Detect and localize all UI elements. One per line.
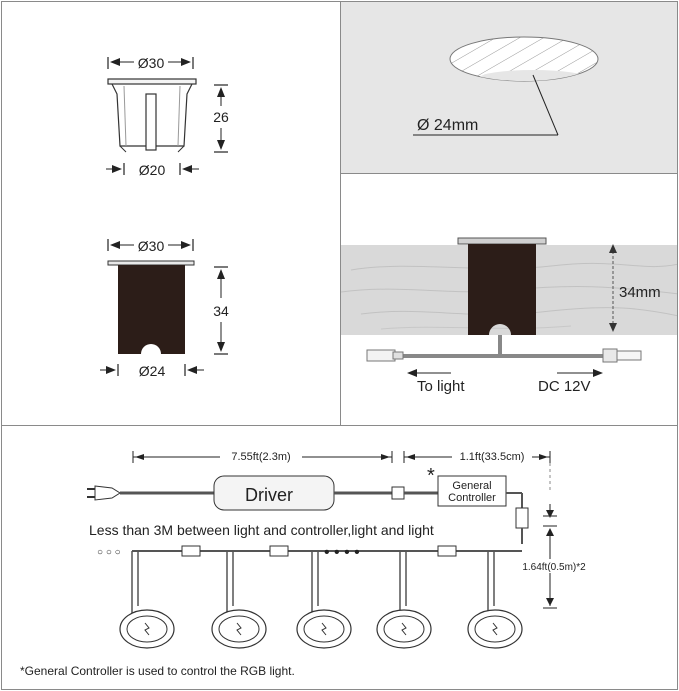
small-height: 26 bbox=[213, 109, 229, 125]
footnote: *General Controller is used to control the RGB light. bbox=[20, 664, 295, 678]
deck-light-3 bbox=[297, 610, 351, 648]
driver-cable-length: 7.55ft(2.3m) bbox=[231, 451, 291, 463]
between-lights-length: 1.64ft(0.5m)*2 bbox=[522, 562, 586, 573]
continuation-dots-left: ○ ○ ○ bbox=[97, 547, 121, 558]
installation-drawing bbox=[341, 174, 678, 426]
dimension-drawings-panel bbox=[1, 1, 341, 426]
large-height: 34 bbox=[213, 303, 229, 319]
installed-fixture bbox=[468, 244, 536, 335]
deck-light-4 bbox=[377, 610, 431, 648]
large-top-diameter: Ø30 bbox=[137, 238, 165, 254]
install-depth-label: 34mm bbox=[619, 284, 661, 301]
driver-label: Driver bbox=[245, 485, 293, 505]
deck-light-2 bbox=[212, 610, 266, 648]
hole-diameter-label: Ø 24mm bbox=[417, 117, 479, 134]
cutout-hole-panel bbox=[340, 1, 678, 174]
installation-panel bbox=[340, 173, 678, 426]
dc-input-label: DC 12V bbox=[538, 378, 591, 395]
wiring-diagram bbox=[2, 426, 678, 690]
drop-cables bbox=[132, 551, 494, 616]
to-light-label: To light bbox=[417, 378, 465, 395]
continuation-dots-middle: • • • • bbox=[324, 544, 360, 561]
small-top-diameter: Ø30 bbox=[137, 55, 165, 71]
deck-light-1 bbox=[120, 610, 174, 648]
small-bottom-diameter: Ø20 bbox=[138, 162, 166, 178]
large-fixture-drawing bbox=[100, 238, 229, 379]
controller-label-line1: General bbox=[452, 480, 492, 492]
controller-label-line2: Controller bbox=[448, 492, 496, 504]
deck-light-5 bbox=[468, 610, 522, 648]
wiring-panel bbox=[1, 425, 678, 690]
cutout-hole-drawing bbox=[341, 2, 678, 174]
dimension-drawings bbox=[2, 2, 341, 426]
large-bottom-diameter: Ø24 bbox=[138, 363, 166, 379]
spacing-note: Less than 3M between light and controller,light and light bbox=[89, 522, 434, 538]
small-fixture-drawing bbox=[106, 55, 229, 178]
controller-asterisk: * bbox=[427, 465, 435, 487]
controller-cable-length: 1.1ft(33.5cm) bbox=[459, 451, 525, 463]
power-plug bbox=[87, 486, 120, 500]
